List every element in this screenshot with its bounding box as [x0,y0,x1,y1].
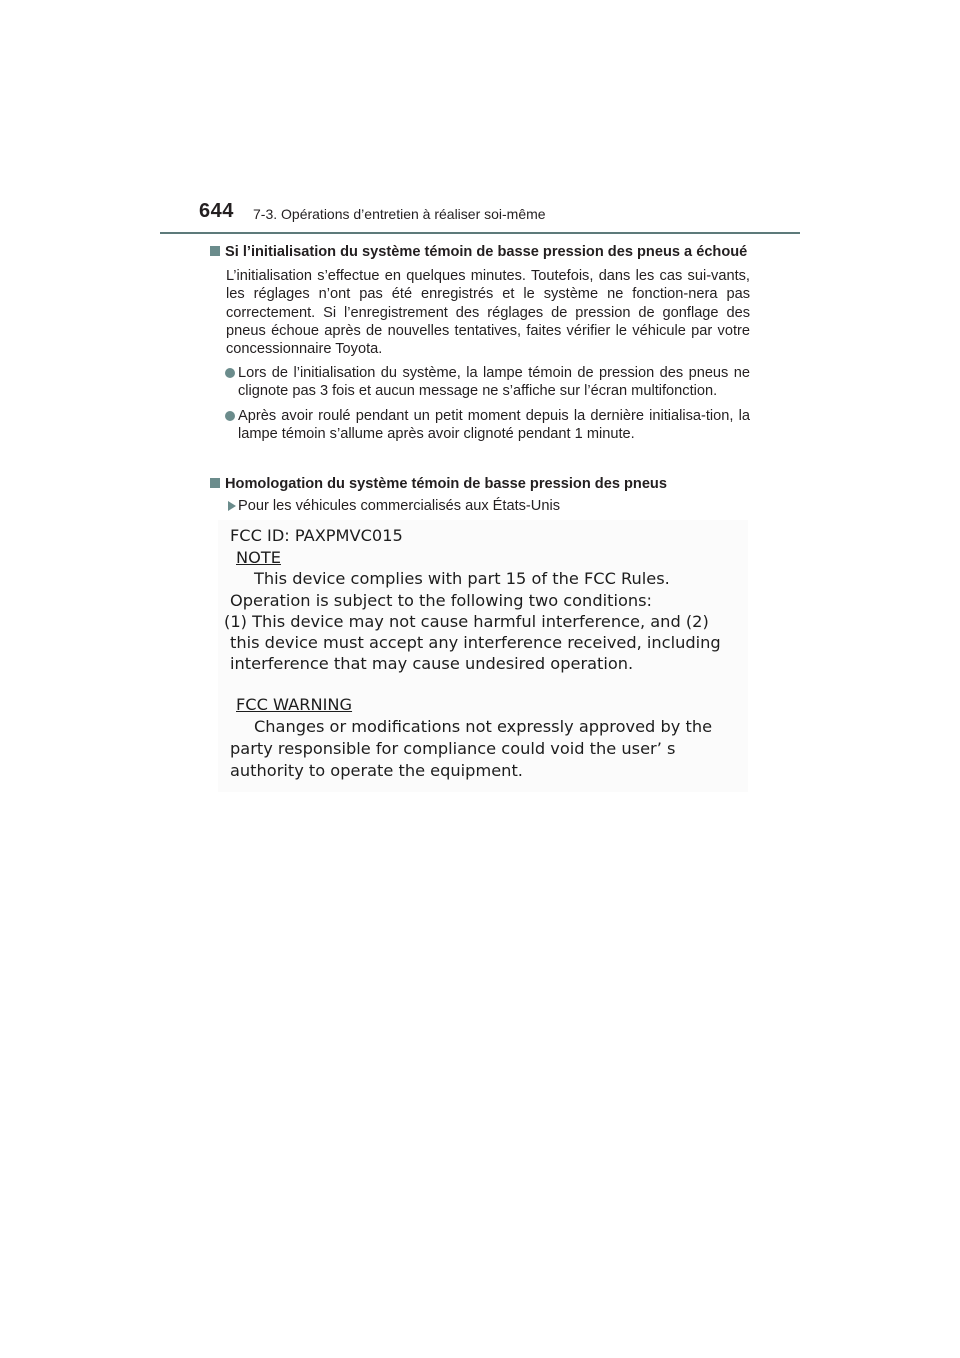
note-line: interference that may cause undesired operation. [230,654,634,673]
fcc-label-image [218,520,748,792]
warning-title: FCC WARNING [236,695,353,714]
list-item-text: Lors de l’initialisation du système, la lampe témoin de pression des pneus ne clignote pas 3 fois et aucun message ne s’affiche sur l’écran multifonction. [238,365,750,400]
warning-line: party responsible for compliance could void the user’ s [230,739,676,758]
section-heading-text: Si l’initialisation du système témoin de basse pression des pneus a échoué [225,244,748,260]
list-item [210,364,750,400]
page-number: 644 [199,200,234,222]
section-heading-text: Homologation du système témoin de basse pression des pneus [225,476,667,492]
section-homologation [210,475,750,515]
note-title: NOTE [236,548,281,567]
sub-item [210,497,750,515]
section-heading [210,475,750,493]
note-line: (1) This device may not cause harmful interference, and (2) [224,612,709,631]
chapter-title: 7-3. Opérations d’entretien à réaliser soi-même [253,206,546,222]
list-item-text: Après avoir roulé pendant un petit moment depuis la dernière initialisa-tion, la lampe témoin s’allume après avoir clignoté pendant 1 minute. [238,407,750,442]
fcc-id: FCC ID: PAXPMVC015 [230,526,403,545]
bullet-dot-icon [225,368,235,378]
header-divider [160,232,800,234]
square-bullet-icon [210,478,220,488]
bullet-dot-icon [225,411,235,421]
triangle-bullet-icon [228,501,236,511]
warning-line: Changes or modifications not expressly approved by the [254,717,713,736]
note-line: This device complies with part 15 of the FCC Rules. [254,569,670,588]
list-item [210,407,750,443]
section-heading [210,243,750,261]
warning-line: authority to operate the equipment. [230,761,523,780]
square-bullet-icon [210,246,220,256]
section-initialization-failure [210,243,750,443]
paragraph: L’initialisation s’effectue en quelques minutes. Toutefois, dans les cas sui-vants, les réglages n’ont pas été enregistrés et le système ne fonction-nera pas correctement. Si l’enregistrement des réglages de pression de gonflage des pneus échoue après de nouvelles tentatives, faites vérifier le véhicule par votre concessionnaire Toyota. [226,268,750,358]
note-line: this device must accept any interference received, including [230,633,721,652]
sub-item-text: Pour les véhicules commercialisés aux États-Unis [238,498,560,515]
note-line: Operation is subject to the following two conditions: [230,591,652,610]
